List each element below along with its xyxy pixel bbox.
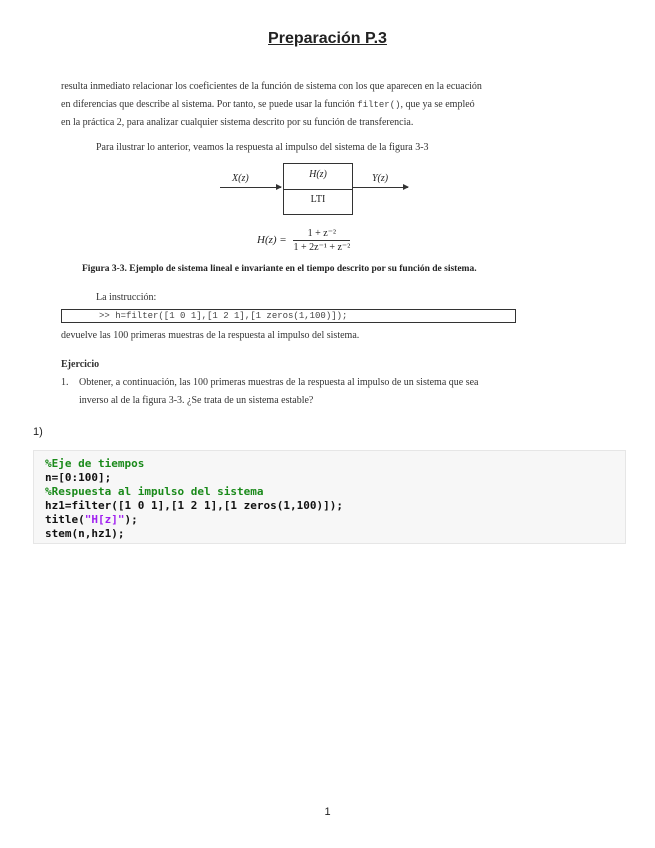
code-line: stem(n,hz1); xyxy=(45,527,125,540)
code-comment: %Eje de tiempos xyxy=(45,457,145,470)
paragraph-text: , que ya se empleó xyxy=(400,99,475,110)
box-divider xyxy=(284,189,352,190)
code-comment: %Respuesta al impulso del sistema xyxy=(45,485,264,498)
exercise-line: Obtener, a continuación, las 100 primeras muestras de la respuesta al impulso de un sistema que sea xyxy=(79,377,479,388)
transfer-equation xyxy=(257,228,350,253)
code-string: "H[z]" xyxy=(84,513,125,526)
code-block[interactable] xyxy=(33,450,626,544)
box-lti-label: LTI xyxy=(310,194,326,205)
input-label: X(z) xyxy=(232,173,249,184)
code-line: n=[0:100]; xyxy=(45,471,112,484)
page-number: 1 xyxy=(324,806,331,818)
code-token: title( xyxy=(45,513,85,526)
equation-fraction xyxy=(293,228,350,253)
code-line xyxy=(45,513,138,527)
after-instruction-text: devuelve las 100 primeras muestras de la respuesta al impulso del sistema. xyxy=(61,330,360,341)
exercise-heading: Ejercicio xyxy=(61,359,100,370)
equation-numerator: 1 + z⁻² xyxy=(293,228,350,241)
paragraph-line: resulta inmediato relacionar los coeficientes de la función de sistema con los que aparecen en la ecuación xyxy=(61,81,482,92)
code-line: hz1=filter([1 0 1],[1 2 1],[1 zeros(1,100)]); xyxy=(45,499,344,512)
paragraph-text: en diferencias que describe al sistema. Por tanto, se puede usar la función xyxy=(61,99,355,110)
exercise-line: inverso al de la figura 3-3. ¿Se trata de un sistema estable? xyxy=(79,395,314,406)
output-arrow xyxy=(352,187,408,188)
inline-code: filter() xyxy=(357,100,401,110)
paragraph-line: en la práctica 2, para analizar cualquier sistema descrito por su función de transferencia. xyxy=(61,117,414,128)
instruction-label: La instrucción: xyxy=(96,292,157,303)
page-title: Preparación P.3 xyxy=(268,30,387,47)
intro-text: Para ilustrar lo anterior, veamos la respuesta al impulso del sistema de la figura 3-3 xyxy=(96,142,429,153)
block-diagram xyxy=(220,163,410,215)
output-label: Y(z) xyxy=(372,173,389,184)
equation-lhs: H(z) = xyxy=(257,234,287,247)
exercise-number: 1. xyxy=(61,377,69,388)
instruction-box xyxy=(61,309,516,323)
answer-number: 1) xyxy=(33,426,43,438)
box-transfer-label: H(z) xyxy=(309,169,327,180)
code-token: ); xyxy=(124,513,138,526)
paragraph-line xyxy=(61,99,475,110)
equation-denominator: 1 + 2z⁻¹ + z⁻² xyxy=(293,242,351,253)
instruction-code: >> h=filter([1 0 1],[1 2 1],[1 zeros(1,100)]); xyxy=(99,311,348,321)
system-box xyxy=(283,163,353,215)
figure-caption: Figura 3-3. Ejemplo de sistema lineal e invariante en el tiempo descrito por su función de sistema. xyxy=(82,264,477,274)
input-arrow xyxy=(220,187,281,188)
